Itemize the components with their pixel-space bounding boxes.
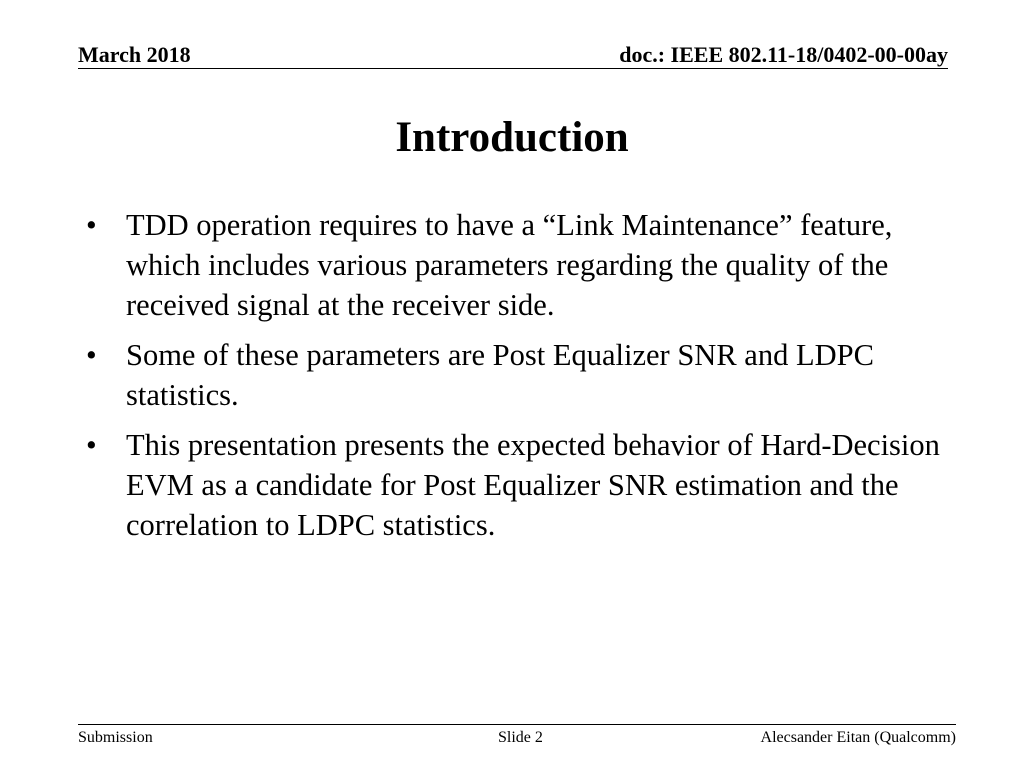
footer-author: Alecsander Eitan (Qualcomm) [760, 729, 956, 746]
footer-submission: Submission [78, 729, 153, 746]
bullet-icon: • [86, 208, 97, 242]
bullet-item [86, 205, 946, 325]
bullet-text: Some of these parameters are Post Equalizer SNR and LDPC statistics. [126, 338, 874, 412]
bullet-icon: • [86, 338, 97, 372]
footer-slide-number: Slide 2 [498, 729, 543, 746]
slide-title: Introduction [395, 114, 629, 161]
bullet-item [86, 335, 946, 415]
header-date: March 2018 [78, 42, 191, 67]
bullet-text: TDD operation requires to have a “Link Maintenance” feature, which includes various parameters regarding the quality of the received signal at the receiver side. [126, 208, 893, 322]
header-doc-id: doc.: IEEE 802.11-18/0402-00-00ay [619, 42, 948, 67]
bullet-item [86, 425, 946, 545]
bullet-list [86, 205, 946, 555]
slide-footer [78, 724, 956, 749]
bullet-text: This presentation presents the expected behavior of Hard-Decision EVM as a candidate for Post Equalizer SNR estimation and the correlation to LDPC statistics. [126, 428, 940, 542]
slide-header [78, 42, 948, 69]
bullet-icon: • [86, 428, 97, 462]
